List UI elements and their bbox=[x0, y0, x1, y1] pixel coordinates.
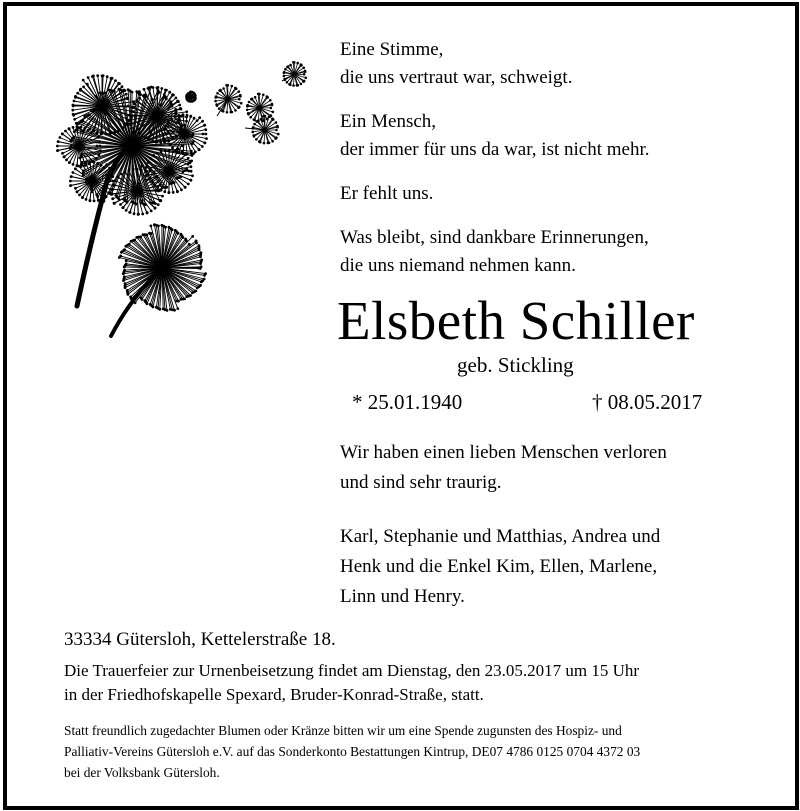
family-line: Linn und Henry. bbox=[340, 586, 465, 607]
poem-stanza bbox=[340, 224, 780, 280]
dandelion-icon bbox=[7, 6, 367, 366]
poem-stanza bbox=[340, 36, 780, 92]
maiden-name: geb. Stickling bbox=[457, 353, 574, 377]
poem-line: Was bleibt, sind dankbare Erinnerungen, bbox=[340, 227, 649, 248]
poem bbox=[340, 36, 780, 296]
sorrow-line: Wir haben einen lieben Menschen verloren bbox=[340, 442, 667, 463]
funeral-service-info bbox=[64, 659, 784, 707]
donation-request bbox=[64, 720, 784, 783]
address: 33334 Gütersloh, Kettelerstraße 18. bbox=[64, 629, 336, 650]
poem-line: die uns vertraut war, schweigt. bbox=[340, 67, 573, 88]
poem-line: der immer für uns da war, ist nicht mehr. bbox=[340, 139, 650, 160]
poem-line: Ein Mensch, bbox=[340, 111, 437, 132]
family-line: Henk und die Enkel Kim, Ellen, Marlene, bbox=[340, 556, 658, 577]
sorrow-statement bbox=[340, 438, 760, 498]
birth-date: * 25.01.1940 bbox=[352, 390, 463, 414]
sorrow-line: und sind sehr traurig. bbox=[340, 472, 502, 493]
death-date: † 08.05.2017 bbox=[592, 390, 703, 414]
family-line: Karl, Stephanie und Matthias, Andrea und bbox=[340, 526, 661, 547]
poem-stanza bbox=[340, 108, 780, 164]
poem-line: Eine Stimme, bbox=[340, 39, 444, 60]
family-members bbox=[340, 522, 760, 612]
donation-line: Statt freundlich zugedachter Blumen oder Kränze bitten wir um eine Spende zugunsten des Hospiz- und bbox=[64, 723, 622, 738]
poem-line: Er fehlt uns. bbox=[340, 183, 434, 204]
service-line: in der Friedhofskapelle Spexard, Bruder-Konrad-Straße, statt. bbox=[64, 685, 484, 704]
poem-stanza bbox=[340, 180, 780, 208]
donation-line: bei der Volksbank Gütersloh. bbox=[64, 765, 220, 780]
donation-line: Palliativ-Vereins Gütersloh e.V. auf das Sonderkonto Bestattungen Kintrup, DE07 4786 0125 0704 4372 03 bbox=[64, 744, 641, 759]
poem-line: die uns niemand nehmen kann. bbox=[340, 255, 576, 276]
service-line: Die Trauerfeier zur Urnenbeisetzung findet am Dienstag, den 23.05.2017 um 15 Uhr bbox=[64, 661, 640, 680]
obituary-notice bbox=[3, 2, 799, 810]
deceased-name: Elsbeth Schiller bbox=[337, 290, 695, 351]
